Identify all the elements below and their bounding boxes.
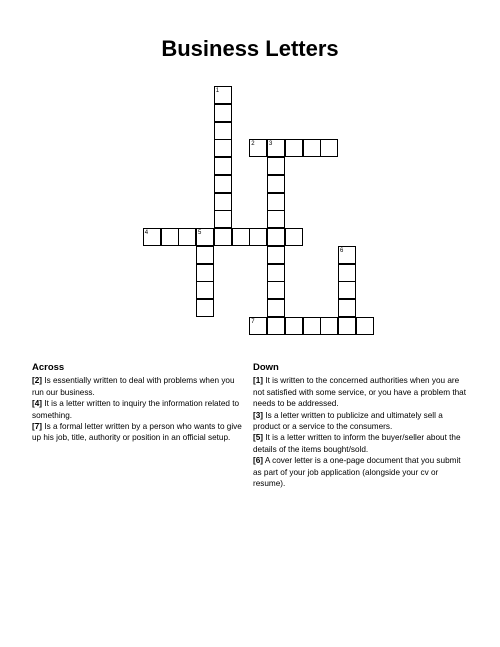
grid-cell[interactable] (196, 246, 214, 264)
grid-cell[interactable] (338, 317, 356, 335)
grid-cell[interactable] (267, 175, 285, 193)
clue-across-4 (32, 398, 247, 421)
grid-cell[interactable] (196, 299, 214, 317)
grid-cell[interactable] (338, 264, 356, 282)
clue-text: It is a letter written to inquiry the information related to something. (32, 399, 240, 420)
clue-text: It is written to the concerned authorities when you are not satisfied with some service, or you have a problem that needs to be addressed. (253, 376, 466, 409)
cell-number: 2 (251, 141, 255, 148)
grid-cell[interactable] (196, 228, 214, 246)
grid-cell[interactable] (267, 264, 285, 282)
clue-number: [6] (253, 456, 264, 466)
grid-cell[interactable] (320, 139, 338, 157)
grid-cell[interactable] (214, 228, 232, 246)
clue-text: It is a letter written to inform the buyer/seller about the details of the items bought/sold. (253, 433, 461, 454)
grid-cell[interactable] (267, 246, 285, 264)
cell-number: 3 (269, 141, 273, 148)
grid-cell[interactable] (214, 175, 232, 193)
grid-cell[interactable] (267, 157, 285, 175)
grid-cell[interactable] (249, 139, 267, 157)
grid-cell[interactable] (356, 317, 374, 335)
clue-down-3 (253, 410, 468, 433)
grid-cell[interactable] (249, 317, 267, 335)
clue-number: [2] (32, 376, 43, 386)
down-heading: Down (253, 362, 279, 373)
cell-number: 4 (144, 230, 149, 236)
grid-cell[interactable] (338, 281, 356, 299)
grid-cell[interactable] (267, 210, 285, 228)
cell-number: 7 (251, 318, 255, 325)
down-clues (253, 362, 468, 489)
grid-cell[interactable] (214, 193, 232, 211)
grid-cell[interactable] (285, 139, 303, 157)
grid-cell[interactable] (267, 193, 285, 211)
cell-number: 6 (340, 247, 344, 254)
grid-cell[interactable] (196, 264, 214, 282)
grid-cell[interactable] (267, 139, 285, 157)
across-heading: Across (32, 362, 65, 373)
grid-cell[interactable] (196, 281, 214, 299)
clue-across-2 (32, 375, 247, 398)
grid-cell[interactable] (214, 210, 232, 228)
page-title: Business Letters (161, 36, 339, 61)
grid-cell[interactable] (285, 228, 303, 246)
grid-cell[interactable] (303, 317, 321, 335)
clue-text: Is a letter written to publicize and ultimately sell a product or a service to the consumers. (253, 410, 443, 432)
clue-number: [1] (253, 376, 264, 386)
clue-number: [5] (253, 433, 264, 443)
grid-cell[interactable] (232, 228, 250, 246)
grid-cell[interactable] (320, 317, 338, 335)
grid-cell[interactable] (267, 281, 285, 299)
grid-cell[interactable] (178, 228, 196, 246)
grid-cell[interactable] (143, 228, 161, 246)
clue-number: [4] (32, 399, 43, 409)
grid-cell[interactable] (338, 299, 356, 317)
clue-text: Is essentially written to deal with problems when you run our business. (32, 376, 235, 397)
cell-number: 1 (215, 88, 220, 94)
grid-cell[interactable] (214, 86, 232, 104)
clue-down-6 (253, 455, 468, 489)
grid-cell[interactable] (214, 104, 232, 122)
grid-cell[interactable] (267, 299, 285, 317)
grid-cell[interactable] (267, 228, 285, 246)
cell-number: 5 (198, 230, 202, 236)
grid-cell[interactable] (214, 122, 232, 140)
grid-cell[interactable] (249, 228, 267, 246)
grid-cell[interactable] (285, 317, 303, 335)
clue-number: [7] (32, 422, 43, 432)
grid-cell[interactable] (267, 317, 285, 335)
clue-number: [3] (253, 410, 264, 420)
clue-text: A cover letter is a one-page document that you submit as part of your job application (alongside your cv or resume). (253, 456, 461, 489)
grid-cell[interactable] (214, 139, 232, 157)
across-clues (32, 362, 247, 444)
grid-cell[interactable] (214, 157, 232, 175)
clue-text: Is a formal letter written by a person who wants to give up his job, title, authority or position in an official setup. (32, 422, 242, 443)
clue-down-5 (253, 432, 468, 455)
grid-cell[interactable] (303, 139, 321, 157)
grid-cell[interactable] (161, 228, 179, 246)
clue-across-7 (32, 421, 247, 444)
grid-cell[interactable] (338, 246, 356, 264)
clue-down-1 (253, 375, 468, 409)
